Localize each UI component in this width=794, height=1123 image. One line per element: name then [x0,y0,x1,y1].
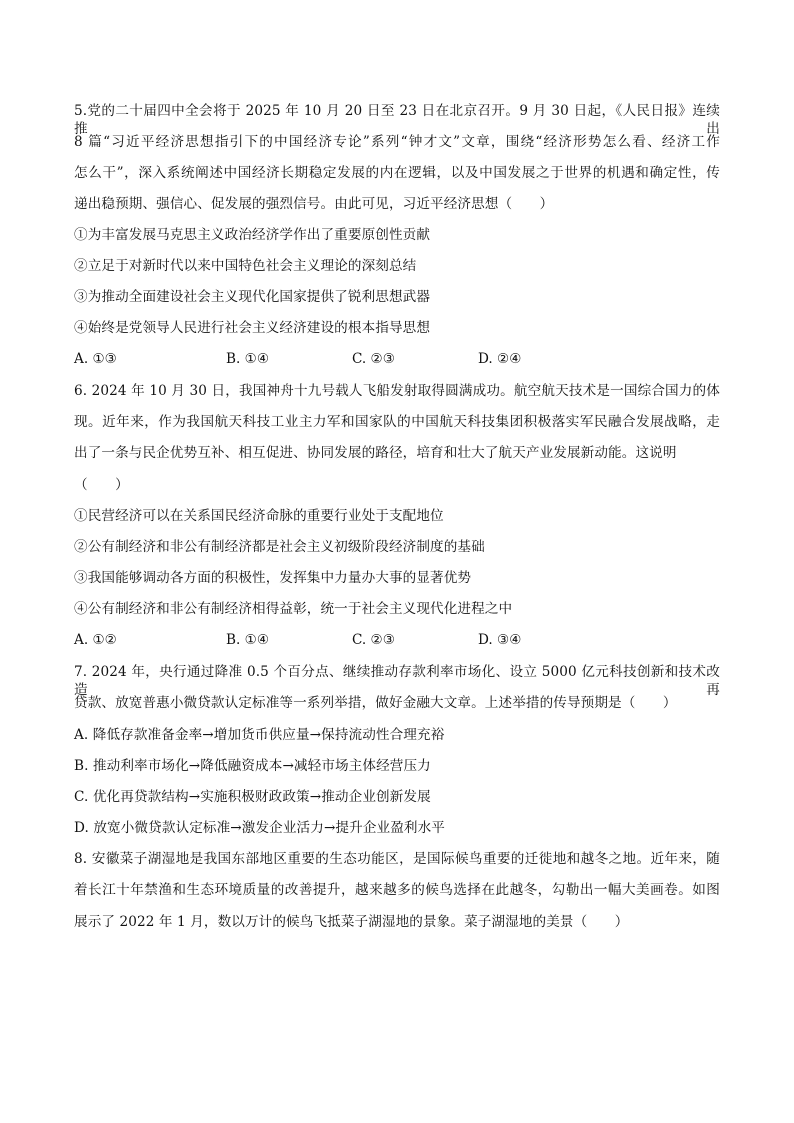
q6-stem-line-2: 现。近年来，作为我国航天科技工业主力军和国家队的中国航天科技集团积极落实军民融合发展战略，走 [74,414,720,430]
q5-item-2: ②立足于对新时代以来中国特色社会主义理论的深刻总结 [74,258,417,274]
q5-option-b: B. ①④ [226,351,270,367]
q7-option-c: C. 优化再贷款结构→实施积极财政政策→推动企业创新发展 [74,789,431,805]
q5-stem-line-4: 递出稳预期、强信心、促发展的强烈信号。由此可见，习近平经济思想（ ） [74,196,554,212]
q5-option-d: D. ②④ [478,351,522,367]
q6-option-d: D. ③④ [478,632,522,648]
q5-item-4: ④始终是党领导人民进行社会主义经济建设的根本指导思想 [74,320,431,336]
q6-option-b: B. ①④ [226,632,270,648]
q7-option-d: D. 放宽小微贷款认定标准→激发企业活力→提升企业盈利水平 [74,820,445,836]
q5-stem-line-3: 怎么干”，深入系统阐述中国经济长期稳定发展的内在逻辑，以及中国发展之于世界的机遇和确定性，传 [74,165,720,181]
q7-option-b: B. 推动利率市场化→降低融资成本→减轻市场主体经营压力 [74,758,431,774]
q6-stem-line-1: 6. 2024 年 10 月 30 日，我国神舟十九号载人飞船发射取得圆满成功。航空航天技术是一国综合国力的体 [74,383,720,399]
q5-option-c: C. ②③ [352,351,395,367]
q5-item-3: ③为推动全面建设社会主义现代化国家提供了锐利思想武器 [74,289,431,305]
q6-option-c: C. ②③ [352,632,395,648]
q8-stem-line-2: 着长江十年禁渔和生态环境质量的改善提升，越来越多的候鸟选择在此越冬，勾勒出一幅大美画卷。如图 [74,882,720,898]
q6-item-4: ④公有制经济和非公有制经济相得益彰，统一于社会主义现代化进程之中 [74,601,513,617]
q7-option-a: A. 降低存款准备金率→增加货币供应量→保持流动性合理充裕 [74,727,445,743]
q8-stem-line-1: 8. 安徽菜子湖湿地是我国东部地区重要的生态功能区，是国际候鸟重要的迁徙地和越冬之地。近年来，随 [74,851,720,867]
q5-stem-line-2: 8 篇“习近平经济思想指引下的中国经济专论”系列“钟才文”文章，围绕“经济形势怎么看、经济工作 [74,134,720,150]
q7-stem-line-1: 7. 2024 年，央行通过降准 0.5 个百分点、继续推动存款利率市场化、设立 5000 亿元科技创新和技术改造再 [74,664,720,698]
q5-option-a: A. ①③ [74,351,117,367]
q6-item-3: ③我国能够调动各方面的积极性，发挥集中力量办大事的显著优势 [74,570,472,586]
q6-stem-line-3: 出了一条与民企优势互补、相互促进、协同发展的路径，培育和壮大了航天产业发展新动能。这说明 [74,445,677,461]
q5-stem-line-1: 5.党的二十届四中全会将于 2025 年 10 月 20 日至 23 日在北京召开。9 月 30 日起，《人民日报》连续推出 [74,103,720,137]
q6-item-2: ②公有制经济和非公有制经济都是社会主义初级阶段经济制度的基础 [74,539,485,555]
q5-item-1: ①为丰富发展马克思主义政治经济学作出了重要原创性贡献 [74,227,431,243]
q6-stem-line-4: （ ） [74,477,129,493]
q6-option-a: A. ①② [74,632,117,648]
q7-stem-line-2: 贷款、放宽普惠小微贷款认定标准等一系列举措，做好金融大文章。上述举措的传导预期是（ ） [74,695,677,711]
q6-item-1: ①民营经济可以在关系国民经济命脉的重要行业处于支配地位 [74,508,444,524]
q8-stem-line-3: 展示了 2022 年 1 月，数以万计的候鸟飞抵菜子湖湿地的景象。菜子湖湿地的美景（ ） [74,914,629,930]
